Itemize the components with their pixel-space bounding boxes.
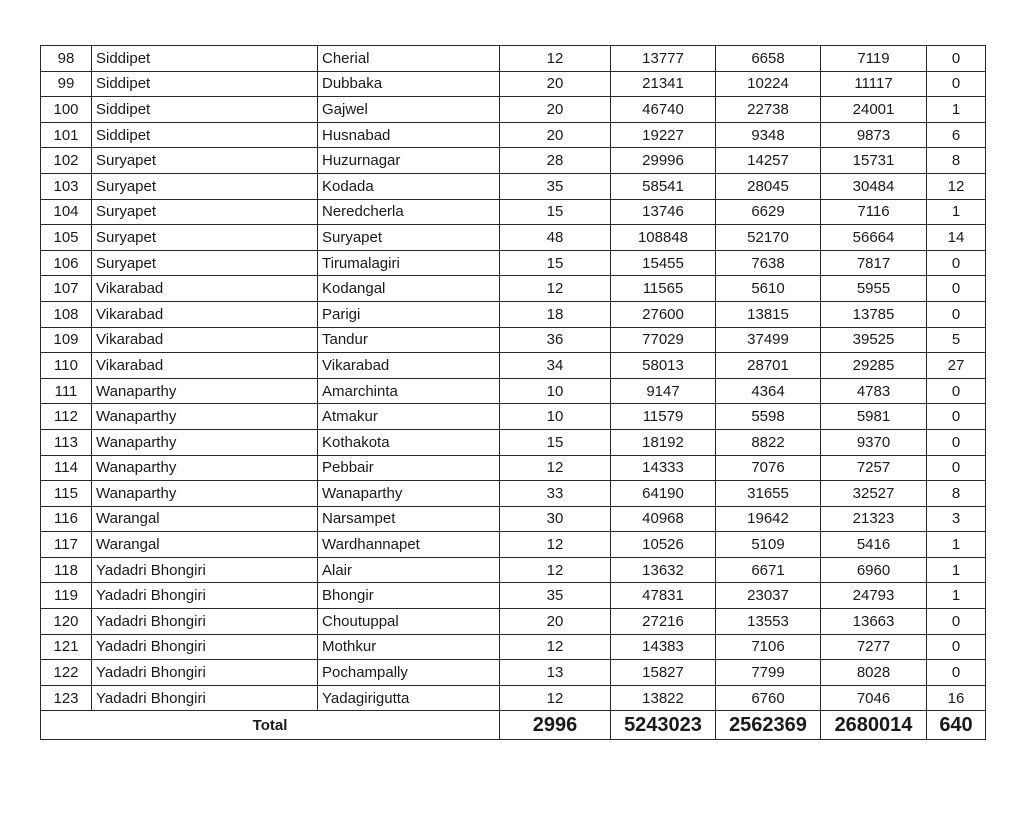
serial-number-cell: 110 [41, 353, 92, 379]
table-row [41, 250, 986, 276]
district-cell: Vikarabad [92, 276, 318, 302]
female-cell: 5981 [821, 404, 927, 430]
town-cell: Vikarabad [318, 353, 500, 379]
total-last: 640 [927, 711, 986, 740]
town-cell: Alair [318, 557, 500, 583]
last-cell: 0 [927, 301, 986, 327]
wards-cell: 20 [500, 122, 611, 148]
district-cell: Warangal [92, 506, 318, 532]
wards-cell: 28 [500, 148, 611, 174]
last-cell: 5 [927, 327, 986, 353]
last-cell: 27 [927, 353, 986, 379]
male-cell: 5109 [716, 532, 821, 558]
district-cell: Yadadri Bhongiri [92, 634, 318, 660]
female-cell: 7277 [821, 634, 927, 660]
last-cell: 8 [927, 481, 986, 507]
table-row [41, 122, 986, 148]
male-cell: 5598 [716, 404, 821, 430]
population-cell: 27600 [611, 301, 716, 327]
wards-cell: 35 [500, 583, 611, 609]
last-cell: 8 [927, 148, 986, 174]
serial-number-cell: 107 [41, 276, 92, 302]
female-cell: 7046 [821, 685, 927, 711]
town-cell: Kodada [318, 173, 500, 199]
table-row [41, 609, 986, 635]
district-cell: Yadadri Bhongiri [92, 685, 318, 711]
district-cell: Suryapet [92, 225, 318, 251]
female-cell: 5416 [821, 532, 927, 558]
female-cell: 30484 [821, 173, 927, 199]
population-cell: 18192 [611, 429, 716, 455]
female-cell: 56664 [821, 225, 927, 251]
wards-cell: 12 [500, 276, 611, 302]
serial-number-cell: 99 [41, 71, 92, 97]
table-row [41, 148, 986, 174]
last-cell: 0 [927, 634, 986, 660]
town-cell: Husnabad [318, 122, 500, 148]
population-cell: 13746 [611, 199, 716, 225]
table-row [41, 685, 986, 711]
district-cell: Wanaparthy [92, 378, 318, 404]
last-cell: 0 [927, 455, 986, 481]
table-row [41, 97, 986, 123]
table-row [41, 557, 986, 583]
town-cell: Kodangal [318, 276, 500, 302]
total-female: 2680014 [821, 711, 927, 740]
female-cell: 4783 [821, 378, 927, 404]
last-cell: 1 [927, 199, 986, 225]
table-row [41, 455, 986, 481]
serial-number-cell: 101 [41, 122, 92, 148]
male-cell: 14257 [716, 148, 821, 174]
town-cell: Yadagirigutta [318, 685, 500, 711]
female-cell: 15731 [821, 148, 927, 174]
table-row [41, 225, 986, 251]
wards-cell: 15 [500, 199, 611, 225]
population-cell: 21341 [611, 71, 716, 97]
serial-number-cell: 111 [41, 378, 92, 404]
town-cell: Pochampally [318, 660, 500, 686]
population-cell: 108848 [611, 225, 716, 251]
serial-number-cell: 114 [41, 455, 92, 481]
data-table [40, 45, 986, 740]
district-cell: Vikarabad [92, 301, 318, 327]
female-cell: 8028 [821, 660, 927, 686]
population-cell: 11579 [611, 404, 716, 430]
population-cell: 27216 [611, 609, 716, 635]
last-cell: 0 [927, 404, 986, 430]
table-row [41, 71, 986, 97]
serial-number-cell: 109 [41, 327, 92, 353]
population-cell: 9147 [611, 378, 716, 404]
serial-number-cell: 103 [41, 173, 92, 199]
last-cell: 3 [927, 506, 986, 532]
district-cell: Wanaparthy [92, 455, 318, 481]
district-cell: Suryapet [92, 250, 318, 276]
table-row [41, 46, 986, 72]
town-cell: Amarchinta [318, 378, 500, 404]
wards-cell: 10 [500, 378, 611, 404]
serial-number-cell: 98 [41, 46, 92, 72]
female-cell: 11117 [821, 71, 927, 97]
district-cell: Siddipet [92, 97, 318, 123]
male-cell: 6760 [716, 685, 821, 711]
table-row [41, 532, 986, 558]
district-cell: Wanaparthy [92, 429, 318, 455]
town-cell: Narsampet [318, 506, 500, 532]
table-row [41, 301, 986, 327]
population-cell: 15455 [611, 250, 716, 276]
serial-number-cell: 121 [41, 634, 92, 660]
population-cell: 58013 [611, 353, 716, 379]
town-cell: Mothkur [318, 634, 500, 660]
female-cell: 39525 [821, 327, 927, 353]
last-cell: 0 [927, 71, 986, 97]
wards-cell: 15 [500, 429, 611, 455]
total-towns: 2996 [500, 711, 611, 740]
serial-number-cell: 102 [41, 148, 92, 174]
female-cell: 24793 [821, 583, 927, 609]
wards-cell: 35 [500, 173, 611, 199]
male-cell: 52170 [716, 225, 821, 251]
female-cell: 13663 [821, 609, 927, 635]
serial-number-cell: 120 [41, 609, 92, 635]
female-cell: 7257 [821, 455, 927, 481]
town-cell: Suryapet [318, 225, 500, 251]
serial-number-cell: 119 [41, 583, 92, 609]
female-cell: 9873 [821, 122, 927, 148]
town-cell: Choutuppal [318, 609, 500, 635]
wards-cell: 20 [500, 71, 611, 97]
male-cell: 8822 [716, 429, 821, 455]
male-cell: 37499 [716, 327, 821, 353]
town-cell: Pebbair [318, 455, 500, 481]
table-row [41, 429, 986, 455]
male-cell: 7799 [716, 660, 821, 686]
male-cell: 9348 [716, 122, 821, 148]
female-cell: 32527 [821, 481, 927, 507]
town-cell: Bhongir [318, 583, 500, 609]
serial-number-cell: 122 [41, 660, 92, 686]
last-cell: 0 [927, 660, 986, 686]
serial-number-cell: 105 [41, 225, 92, 251]
male-cell: 23037 [716, 583, 821, 609]
male-cell: 28701 [716, 353, 821, 379]
last-cell: 14 [927, 225, 986, 251]
district-cell: Suryapet [92, 173, 318, 199]
male-cell: 5610 [716, 276, 821, 302]
wards-cell: 20 [500, 609, 611, 635]
table-row [41, 506, 986, 532]
town-cell: Gajwel [318, 97, 500, 123]
town-cell: Dubbaka [318, 71, 500, 97]
total-population: 5243023 [611, 711, 716, 740]
district-cell: Wanaparthy [92, 404, 318, 430]
last-cell: 1 [927, 97, 986, 123]
town-cell: Tandur [318, 327, 500, 353]
town-cell: Tirumalagiri [318, 250, 500, 276]
female-cell: 7116 [821, 199, 927, 225]
town-cell: Wanaparthy [318, 481, 500, 507]
last-cell: 0 [927, 609, 986, 635]
wards-cell: 12 [500, 532, 611, 558]
town-cell: Wardhannapet [318, 532, 500, 558]
population-cell: 46740 [611, 97, 716, 123]
town-cell: Kothakota [318, 429, 500, 455]
male-cell: 19642 [716, 506, 821, 532]
table-row [41, 353, 986, 379]
population-cell: 64190 [611, 481, 716, 507]
wards-cell: 34 [500, 353, 611, 379]
total-label: Total [41, 711, 500, 740]
male-cell: 6658 [716, 46, 821, 72]
district-cell: Vikarabad [92, 353, 318, 379]
district-cell: Yadadri Bhongiri [92, 557, 318, 583]
district-cell: Yadadri Bhongiri [92, 583, 318, 609]
wards-cell: 10 [500, 404, 611, 430]
table-row [41, 481, 986, 507]
wards-cell: 18 [500, 301, 611, 327]
district-cell: Siddipet [92, 46, 318, 72]
population-cell: 14383 [611, 634, 716, 660]
population-cell: 77029 [611, 327, 716, 353]
wards-cell: 13 [500, 660, 611, 686]
wards-cell: 48 [500, 225, 611, 251]
town-cell: Neredcherla [318, 199, 500, 225]
population-cell: 58541 [611, 173, 716, 199]
wards-cell: 15 [500, 250, 611, 276]
male-cell: 13553 [716, 609, 821, 635]
serial-number-cell: 118 [41, 557, 92, 583]
district-cell: Suryapet [92, 148, 318, 174]
last-cell: 1 [927, 583, 986, 609]
last-cell: 1 [927, 532, 986, 558]
district-cell: Siddipet [92, 71, 318, 97]
serial-number-cell: 116 [41, 506, 92, 532]
serial-number-cell: 123 [41, 685, 92, 711]
wards-cell: 36 [500, 327, 611, 353]
table-row [41, 327, 986, 353]
district-cell: Vikarabad [92, 327, 318, 353]
population-cell: 13632 [611, 557, 716, 583]
male-cell: 6629 [716, 199, 821, 225]
serial-number-cell: 112 [41, 404, 92, 430]
district-cell: Wanaparthy [92, 481, 318, 507]
male-cell: 13815 [716, 301, 821, 327]
female-cell: 24001 [821, 97, 927, 123]
female-cell: 6960 [821, 557, 927, 583]
male-cell: 7638 [716, 250, 821, 276]
male-cell: 22738 [716, 97, 821, 123]
table-body [41, 46, 986, 740]
population-cell: 11565 [611, 276, 716, 302]
last-cell: 0 [927, 46, 986, 72]
population-cell: 10526 [611, 532, 716, 558]
total-male: 2562369 [716, 711, 821, 740]
male-cell: 7076 [716, 455, 821, 481]
female-cell: 7817 [821, 250, 927, 276]
serial-number-cell: 106 [41, 250, 92, 276]
wards-cell: 12 [500, 634, 611, 660]
female-cell: 9370 [821, 429, 927, 455]
table-row [41, 404, 986, 430]
town-cell: Cherial [318, 46, 500, 72]
population-cell: 13822 [611, 685, 716, 711]
serial-number-cell: 113 [41, 429, 92, 455]
district-cell: Yadadri Bhongiri [92, 609, 318, 635]
male-cell: 28045 [716, 173, 821, 199]
population-cell: 19227 [611, 122, 716, 148]
table-row [41, 276, 986, 302]
last-cell: 0 [927, 429, 986, 455]
female-cell: 21323 [821, 506, 927, 532]
last-cell: 0 [927, 378, 986, 404]
serial-number-cell: 100 [41, 97, 92, 123]
district-cell: Warangal [92, 532, 318, 558]
town-cell: Huzurnagar [318, 148, 500, 174]
population-cell: 47831 [611, 583, 716, 609]
male-cell: 6671 [716, 557, 821, 583]
district-cell: Suryapet [92, 199, 318, 225]
male-cell: 7106 [716, 634, 821, 660]
population-cell: 15827 [611, 660, 716, 686]
table-row [41, 634, 986, 660]
population-cell: 14333 [611, 455, 716, 481]
population-cell: 40968 [611, 506, 716, 532]
male-cell: 10224 [716, 71, 821, 97]
total-row [41, 711, 986, 740]
serial-number-cell: 104 [41, 199, 92, 225]
last-cell: 0 [927, 250, 986, 276]
serial-number-cell: 117 [41, 532, 92, 558]
female-cell: 13785 [821, 301, 927, 327]
wards-cell: 20 [500, 97, 611, 123]
female-cell: 7119 [821, 46, 927, 72]
last-cell: 12 [927, 173, 986, 199]
wards-cell: 12 [500, 455, 611, 481]
last-cell: 0 [927, 276, 986, 302]
serial-number-cell: 115 [41, 481, 92, 507]
last-cell: 16 [927, 685, 986, 711]
male-cell: 4364 [716, 378, 821, 404]
wards-cell: 30 [500, 506, 611, 532]
table-row [41, 660, 986, 686]
wards-cell: 12 [500, 685, 611, 711]
table-row [41, 173, 986, 199]
last-cell: 6 [927, 122, 986, 148]
serial-number-cell: 108 [41, 301, 92, 327]
population-cell: 29996 [611, 148, 716, 174]
table-row [41, 583, 986, 609]
female-cell: 5955 [821, 276, 927, 302]
male-cell: 31655 [716, 481, 821, 507]
wards-cell: 12 [500, 557, 611, 583]
last-cell: 1 [927, 557, 986, 583]
table-row [41, 378, 986, 404]
town-cell: Parigi [318, 301, 500, 327]
town-cell: Atmakur [318, 404, 500, 430]
district-cell: Yadadri Bhongiri [92, 660, 318, 686]
female-cell: 29285 [821, 353, 927, 379]
district-cell: Siddipet [92, 122, 318, 148]
table-row [41, 199, 986, 225]
population-cell: 13777 [611, 46, 716, 72]
wards-cell: 33 [500, 481, 611, 507]
wards-cell: 12 [500, 46, 611, 72]
